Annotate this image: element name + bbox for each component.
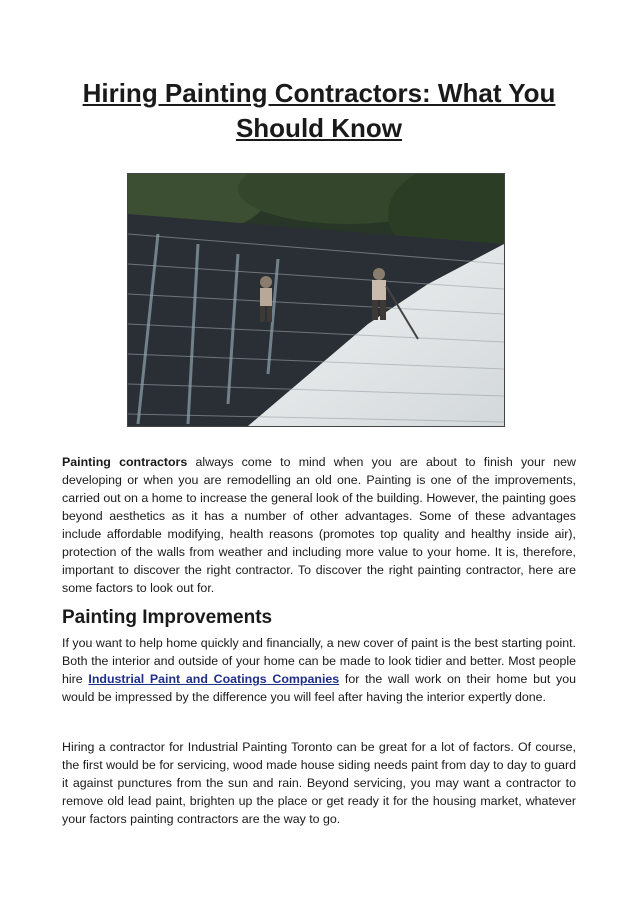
roof-photo-illustration xyxy=(128,174,504,426)
section-paragraph-2: Hiring a contractor for Industrial Painting Toronto can be great for a lot of factors. Of course, the first would be for servicing, wood made house siding needs paint from day to day to guard it against punctures from the sun and rain. Beyond servicing, you may want a contractor to remove old lead paint, brighten up the place or get ready it for the housing market, whatever your factors painting contractors are the way to go. xyxy=(62,740,576,826)
intro-lead: Painting contractors xyxy=(62,455,188,469)
page-title: Hiring Painting Contractors: What You Should Know xyxy=(82,78,556,143)
intro-paragraph xyxy=(62,453,576,597)
intro-text: always come to mind when you are about to finish your new developing or when you are remodelling an old one. Painting is one of the improvements, carried out on a home to increase the general look of the building. However, the painting goes beyond aesthetics as it has a number of other advantages. Some of these advantages include affordable modifying, health reasons (promotes top quality and healthy inside air), protection of the walls from weather and including more value to your home. It is, therefore, important to discover the right contractor. To discover the right painting contractor, here are some factors to look out for. xyxy=(62,455,577,595)
roof-painting-photo xyxy=(127,173,505,427)
industrial-paint-link[interactable]: Industrial Paint and Coatings Companies xyxy=(88,672,340,686)
section-paragraph-1 xyxy=(62,634,576,706)
p1-before-link: If you want to help home quickly and financially, a new cover of paint is the best starting point. Both the interior and outside of your home can be made to look tidier and better. Most people hire xyxy=(62,636,576,686)
section-heading: Painting Improvements xyxy=(62,607,273,628)
p1-after-link: for the wall work on their home but you would be impressed by the difference you will feel after having the interior expertly done. xyxy=(62,672,576,704)
